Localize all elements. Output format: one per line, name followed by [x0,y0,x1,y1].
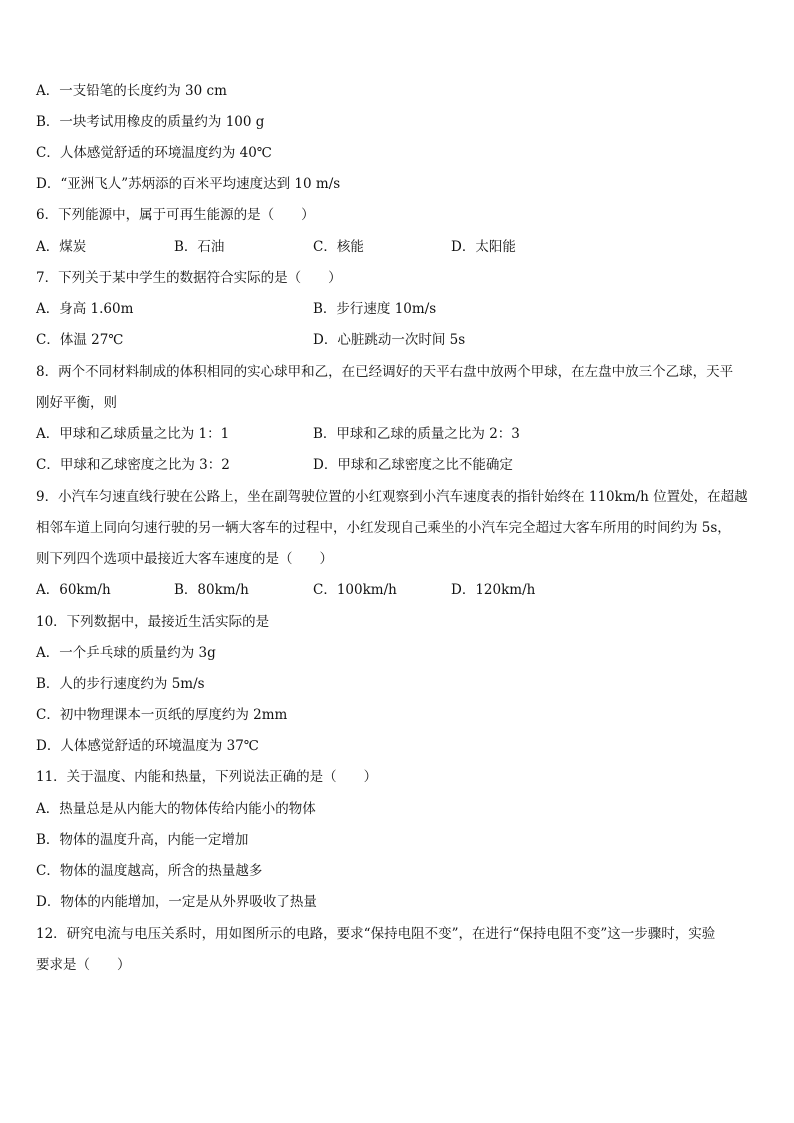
question-8-line-2: 刚好平衡，则 [36,395,117,411]
q7-option-b: B．步行速度 10m/s [313,301,437,317]
question-6: 6．下列能源中，属于可再生能源的是（ ） [36,207,315,223]
option-a-pencil: A．一支铅笔的长度约为 30 cm [36,83,227,99]
question-11: 11．关于温度、内能和热量，下列说法正确的是（ ） [36,769,378,785]
q10-option-c: C．初中物理课本一页纸的厚度约为 2mm [36,707,288,723]
q7-option-c: C．体温 27℃ [36,332,124,348]
option-d-sprint: D．“亚洲飞人”苏炳添的百米平均速度达到 10 m/s [36,176,341,192]
question-9-line-1: 9．小汽车匀速直线行驶在公路上，坐在副驾驶位置的小红观察到小汽车速度表的指针始终在 110km/h 位置处，在超越 [36,489,748,505]
q8-option-d: D．甲球和乙球密度之比不能确定 [313,457,513,473]
q10-option-a: A．一个乒乓球的质量约为 3g [36,645,216,661]
q8-option-c: C．甲球和乙球密度之比为 3：2 [36,457,230,473]
q6-option-c: C．核能 [313,239,364,255]
q8-option-a: A．甲球和乙球质量之比为 1：1 [36,426,230,442]
q11-option-c: C．物体的温度越高，所含的热量越多 [36,863,263,879]
option-c-temperature: C．人体感觉舒适的环境温度约为 40℃ [36,145,272,161]
question-12-line-1: 12．研究电流与电压关系时，用如图所示的电路，要求“保持电阻不变”，在进行“保持电阻不变”这一步骤时，实验 [36,926,716,942]
q6-option-a: A．煤炭 [36,239,87,255]
question-9-line-2: 相邻车道上同向匀速行驶的另一辆大客车的过程中，小红发现自己乘坐的小汽车完全超过大客车所用的时间约为 5s， [36,520,731,536]
q10-option-d: D．人体感觉舒适的环境温度为 37℃ [36,738,259,754]
q9-option-d: D．120km/h [451,582,536,598]
q9-option-a: A．60km/h [36,582,111,598]
option-b-eraser: B．一块考试用橡皮的质量约为 100 g [36,114,265,130]
q6-option-b: B．石油 [174,239,225,255]
q9-option-c: C．100km/h [313,582,397,598]
q7-option-d: D．心脏跳动一次时间 5s [313,332,466,348]
q11-option-d: D．物体的内能增加，一定是从外界吸收了热量 [36,894,317,910]
q10-option-b: B．人的步行速度约为 5m/s [36,676,205,692]
q6-option-d: D．太阳能 [451,239,516,255]
q11-option-a: A．热量总是从内能大的物体传给内能小的物体 [36,801,316,817]
q7-option-a: A．身高 1.60m [36,301,134,317]
question-12-line-2: 要求是（ ） [36,957,131,973]
question-7: 7．下列关于某中学生的数据符合实际的是（ ） [36,270,342,286]
q9-option-b: B．80km/h [174,582,249,598]
q11-option-b: B．物体的温度升高，内能一定增加 [36,832,249,848]
q8-option-b: B．甲球和乙球的质量之比为 2：3 [313,426,520,442]
question-10: 10．下列数据中，最接近生活实际的是 [36,614,270,630]
question-9-line-3: 则下列四个选项中最接近大客车速度的是（ ） [36,551,333,567]
question-8-line-1: 8．两个不同材料制成的体积相同的实心球甲和乙，在已经调好的天平右盘中放两个甲球，在左盘中放三个乙球，天平 [36,364,734,380]
